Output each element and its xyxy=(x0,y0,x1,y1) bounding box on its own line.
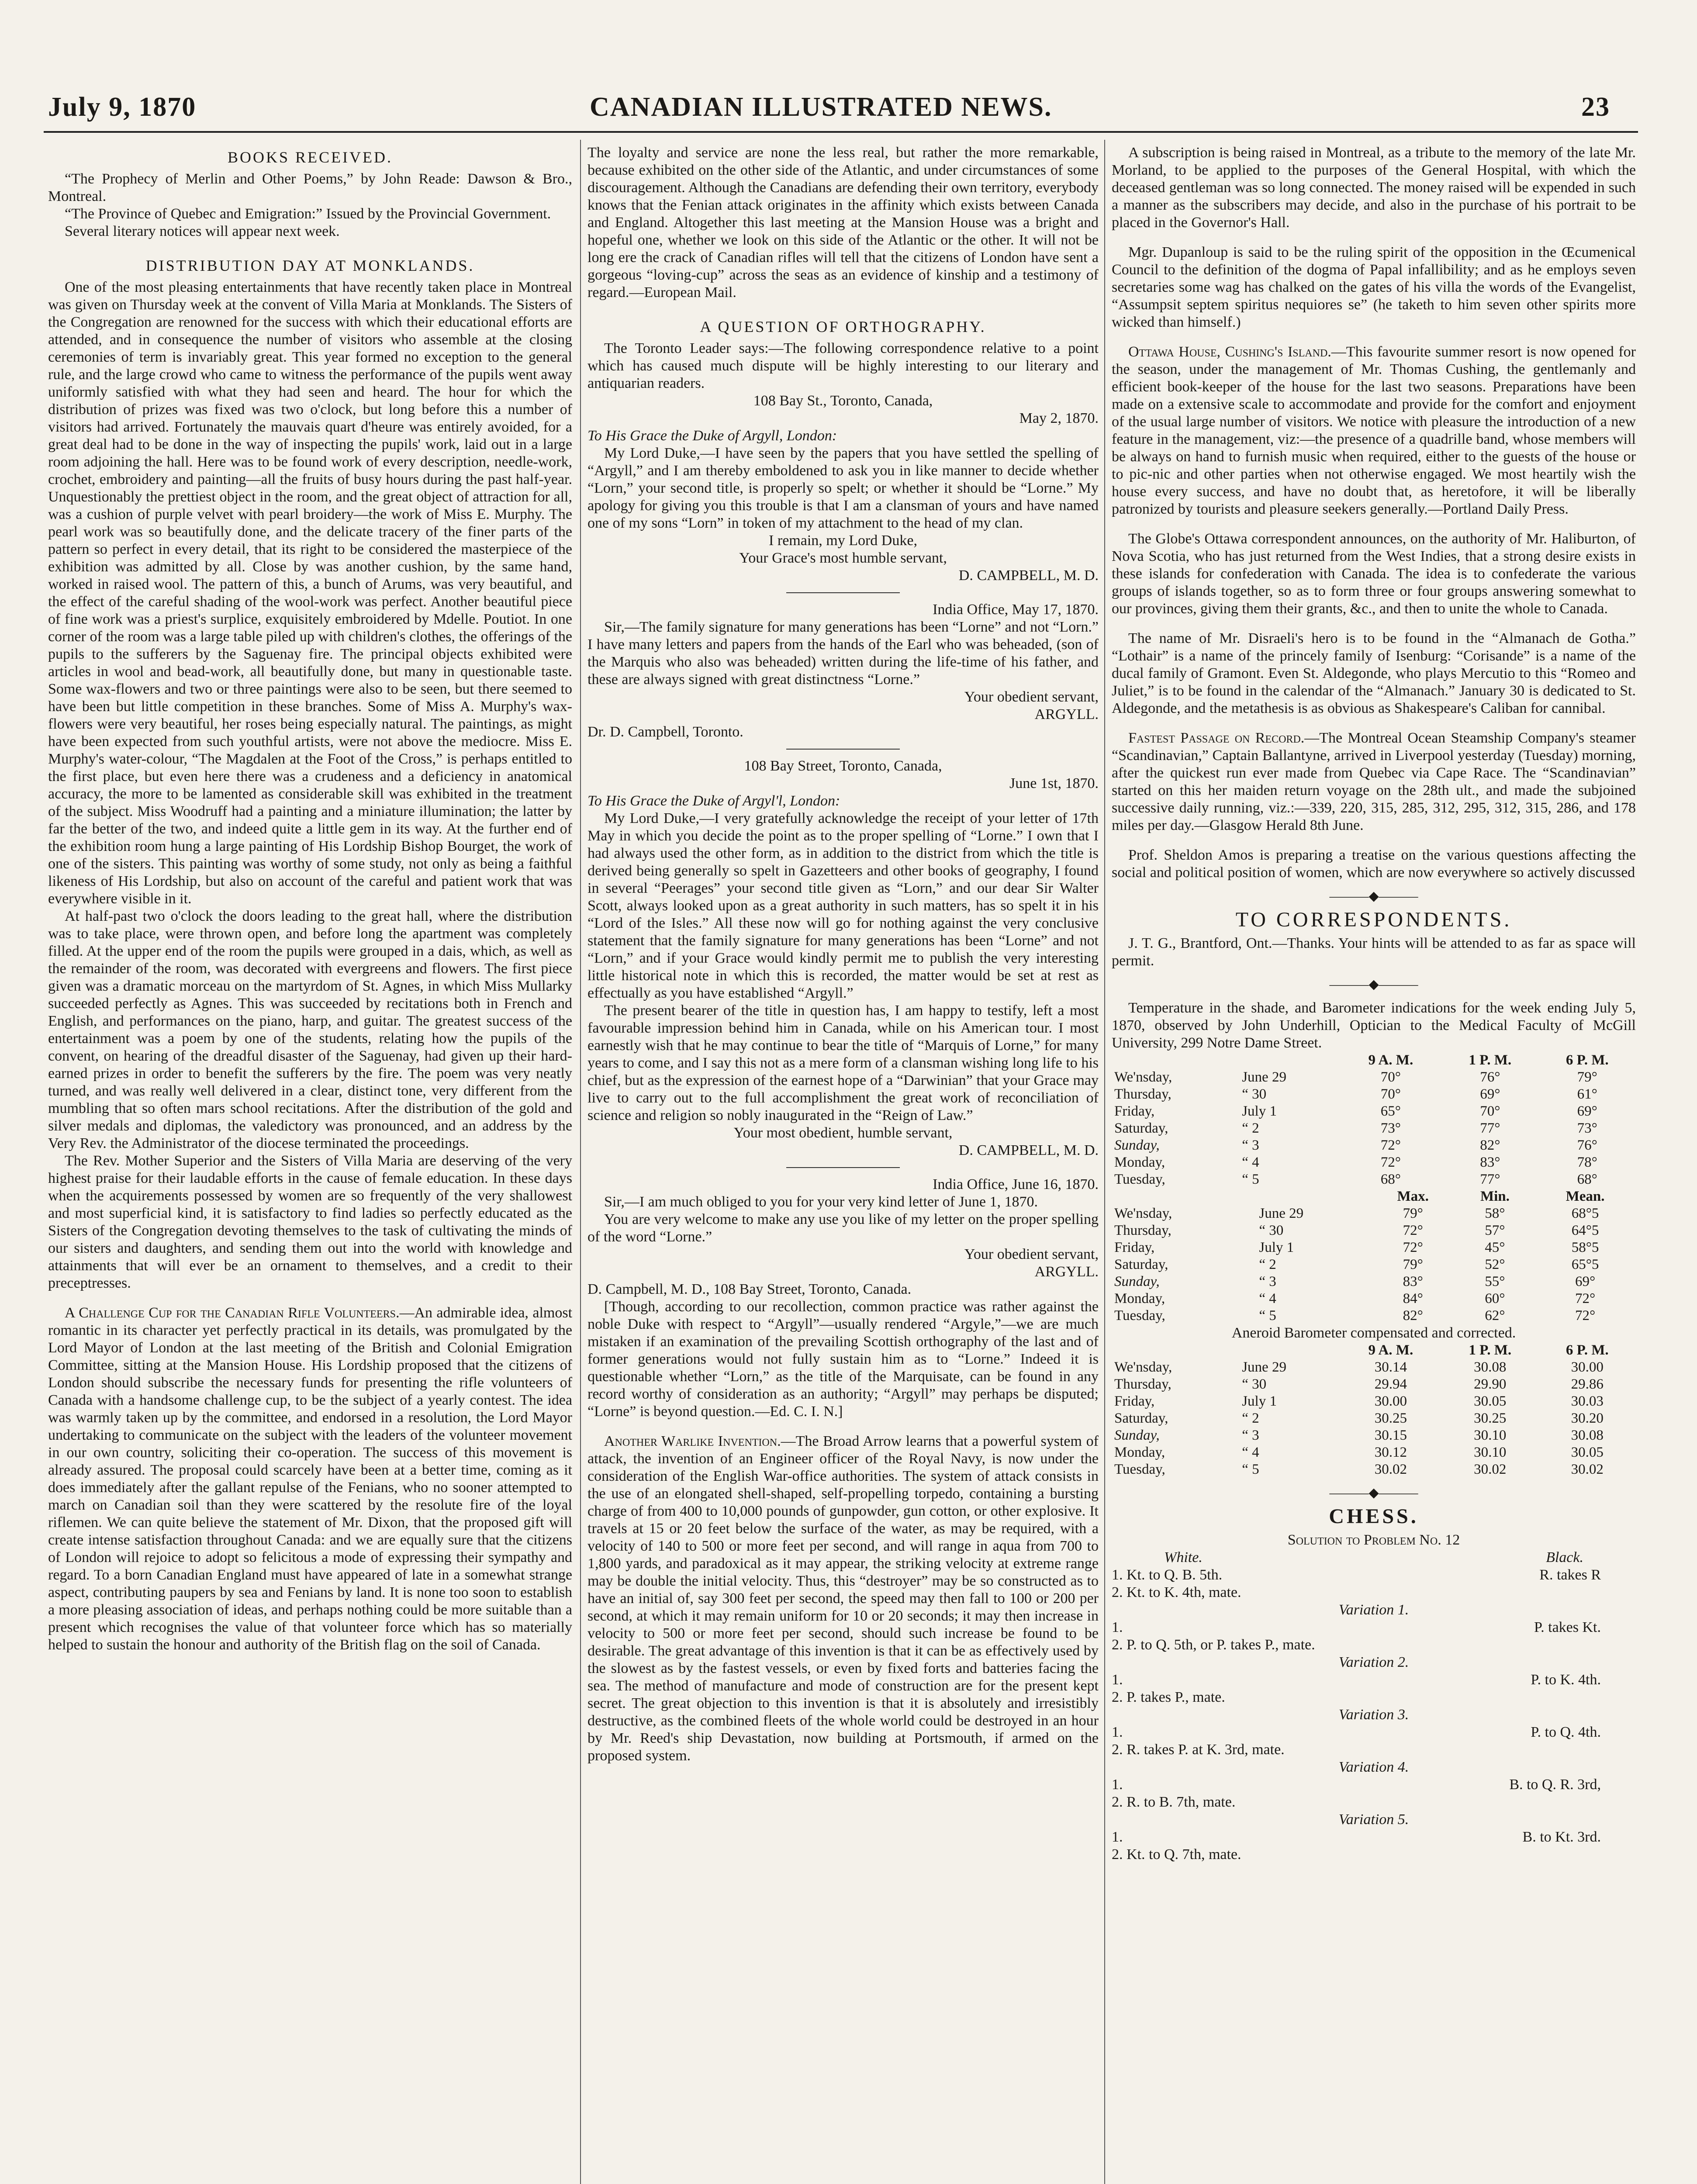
table-cell: 76° xyxy=(1480,1069,1500,1085)
barometer-table xyxy=(1112,1342,1636,1478)
black-move xyxy=(1601,1689,1636,1706)
white-move: 1. xyxy=(1112,1672,1123,1688)
black-move xyxy=(1601,1846,1636,1863)
table-row xyxy=(1112,1222,1636,1239)
ornament-divider: ———◆——— xyxy=(1329,889,1418,903)
letter-body: Sir,—The family signature for many generations has been “Lorne” and not “Lorn.” I have many letters and papers from the hands of the Earl who was beheaded, (son of the Marquis who also was beheaded) written during the life-time of his father, and these are always signed with great distinctness “Lorne.” xyxy=(588,619,1099,688)
table-cell: “ 2 xyxy=(1259,1257,1276,1272)
column-header: 6 P. M. xyxy=(1566,1052,1609,1068)
article-paragraph xyxy=(1112,343,1636,518)
table-cell: 70° xyxy=(1380,1086,1401,1102)
book-entry: “The Prophecy of Merlin and Other Poems,” by John Reade: Dawson & Bro., Montreal. xyxy=(48,171,572,204)
black-move: B. to Q. R. 3rd, xyxy=(1509,1776,1601,1793)
column-header xyxy=(1239,1342,1340,1359)
table-cell: 29.86 xyxy=(1571,1376,1604,1392)
letter-address: 108 Bay Street, Toronto, Canada, xyxy=(744,758,942,774)
column-header: Min. xyxy=(1480,1189,1510,1204)
table-cell: 65° xyxy=(1380,1103,1401,1119)
table-cell: 30.02 xyxy=(1374,1462,1407,1477)
column-header xyxy=(1112,1188,1256,1205)
article-paragraph xyxy=(1112,729,1636,834)
table-row xyxy=(1112,1154,1636,1171)
table-header-row xyxy=(1112,1342,1636,1359)
table-row xyxy=(1112,1393,1636,1410)
page-number: 23 xyxy=(1581,92,1610,122)
table-cell: Sunday, xyxy=(1114,1274,1160,1289)
chess-move-line xyxy=(1112,1619,1636,1636)
table-cell: Tuesday, xyxy=(1114,1308,1165,1324)
table-cell: 72° xyxy=(1575,1308,1596,1324)
chess-variation-label: Variation 3. xyxy=(1338,1707,1409,1723)
black-move: P. to Q. 4th. xyxy=(1531,1724,1601,1740)
table-cell: 58° xyxy=(1485,1206,1505,1221)
table-cell: Tuesday, xyxy=(1114,1171,1165,1187)
table-cell: 55° xyxy=(1485,1274,1505,1289)
black-move: P. to K. 4th. xyxy=(1531,1672,1601,1688)
letter-closing: Your Grace's most humble servant, xyxy=(739,550,947,566)
table-row xyxy=(1112,1290,1636,1307)
column-header: 1 P. M. xyxy=(1469,1052,1512,1068)
white-move: 2. R. takes P. at K. 3rd, mate. xyxy=(1112,1742,1285,1758)
table-row xyxy=(1112,1273,1636,1290)
table-cell: 68°5 xyxy=(1571,1206,1599,1221)
article-title: Another Warlike Invention. xyxy=(604,1433,781,1449)
table-cell: July 1 xyxy=(1242,1103,1277,1119)
letter-signature: ARGYLL. xyxy=(1034,706,1099,722)
chess-move-line xyxy=(1112,1584,1636,1601)
letter-body: My Lord Duke,—I have seen by the papers that you have settled the spelling of “Argyll,” and I am thereby emboldened to ask you in like manner to decide whether “Lorn,” your second title, is properly so spelt; or whether it should be “Lorne.” My apology for giving you this trouble is that I am a clansman of yours and have named one of my sons “Lorn” in token of my attachment to the head of my clan. xyxy=(588,445,1099,531)
table-cell: Sunday, xyxy=(1114,1427,1160,1443)
article-paragraph: The Toronto Leader says:—The following correspondence relative to a point which has caused much dispute will be highly interesting to our literary and antiquarian readers. xyxy=(588,340,1099,391)
column-header xyxy=(1256,1188,1370,1205)
table-cell: We'nsday, xyxy=(1114,1359,1172,1375)
table-cell: Friday, xyxy=(1114,1393,1155,1409)
table-cell: 29.94 xyxy=(1374,1376,1407,1392)
letter-date: June 1st, 1870. xyxy=(1009,775,1099,791)
table-cell: 30.03 xyxy=(1571,1393,1604,1409)
table-row xyxy=(1112,1461,1636,1478)
table-cell: Saturday, xyxy=(1114,1120,1168,1136)
table-cell: 76° xyxy=(1577,1137,1597,1153)
black-move: P. takes Kt. xyxy=(1534,1619,1601,1635)
table-cell: 30.02 xyxy=(1571,1462,1604,1477)
table-cell: Monday, xyxy=(1114,1444,1165,1460)
table-cell: Monday, xyxy=(1114,1291,1165,1306)
table-cell: Thursday, xyxy=(1114,1223,1172,1238)
table-cell: July 1 xyxy=(1259,1240,1294,1255)
chess-white-label: White. xyxy=(1164,1549,1203,1565)
chess-move-line xyxy=(1112,1724,1636,1741)
article-text: —The Montreal Ocean Steamship Company's steamer “Scandinavian,” Captain Ballantyne, arrived in Liverpool yesterday (Tuesday) morning, after the quickest run ever made from Quebec via Cape Race. The “Scandinavian” started on this her maiden return voyage on the 28th ult., and made the subjoined successive daily running, viz.:—339, 220, 315, 285, 312, 295, 312, 315, 286, and 178 miles per day.—Glasgow Herald 8th June. xyxy=(1112,730,1636,833)
letter-date: India Office, May 17, 1870. xyxy=(933,601,1099,618)
white-move: 1. xyxy=(1112,1619,1123,1635)
table-cell: Saturday, xyxy=(1114,1410,1168,1426)
letter-closing: I remain, my Lord Duke, xyxy=(769,532,917,549)
table-cell: “ 2 xyxy=(1242,1410,1259,1426)
article-paragraph: J. T. G., Brantford, Ont.—Thanks. Your hints will be attended to as far as space will permit. xyxy=(1112,935,1636,969)
article-paragraph: A subscription is being raised in Montreal, as a tribute to the memory of the late Mr. Morland, to be applied to the purposes of the General Hospital, with which the deceased gentleman was so long connected. The money raised will be expended in such a manner as the subscribers may decide, and also in the purchase of his portrait to be placed in the Governor's Hall. xyxy=(1112,145,1636,231)
black-move xyxy=(1601,1741,1636,1759)
table-cell: Tuesday, xyxy=(1114,1462,1165,1477)
chess-variation-label: Variation 1. xyxy=(1338,1602,1409,1618)
books-heading: BOOKS RECEIVED. xyxy=(227,149,393,166)
orthography-heading: A QUESTION OF ORTHOGRAPHY. xyxy=(700,318,986,335)
chess-move-line xyxy=(1112,1828,1636,1846)
table-cell: 72° xyxy=(1575,1291,1596,1306)
white-move: 1. xyxy=(1112,1829,1123,1845)
table-cell: 65°5 xyxy=(1571,1257,1599,1272)
white-move: 2. P. to Q. 5th, or P. takes P., mate. xyxy=(1112,1637,1315,1653)
table-cell: June 29 xyxy=(1242,1359,1286,1375)
table-cell: 30.00 xyxy=(1374,1393,1407,1409)
table-cell: Friday, xyxy=(1114,1103,1155,1119)
letter-body: Sir,—I am much obliged to you for your very kind letter of June 1, 1870. xyxy=(604,1194,1038,1210)
letter-closing: Your most obedient, humble servant, xyxy=(733,1125,953,1141)
table-cell: 72° xyxy=(1380,1137,1401,1153)
column-header xyxy=(1112,1052,1239,1069)
table-cell: 30.15 xyxy=(1374,1427,1407,1443)
table-cell: 82° xyxy=(1480,1137,1500,1153)
black-move xyxy=(1601,1794,1636,1811)
table-cell: 30.08 xyxy=(1571,1427,1604,1443)
letter-date: May 2, 1870. xyxy=(1019,410,1099,426)
letter-recipient: To His Grace the Duke of Argyll, London: xyxy=(588,428,837,444)
table-cell: Thursday, xyxy=(1114,1086,1172,1102)
table-cell: 72° xyxy=(1380,1154,1401,1170)
table-cell: 57° xyxy=(1485,1223,1505,1238)
table-cell: 78° xyxy=(1577,1154,1597,1170)
column-divider xyxy=(580,140,581,2184)
table-cell: “ 30 xyxy=(1259,1223,1284,1238)
article-paragraph: The loyalty and service are none the less real, but rather the more remarkable, because exhibited on the other side of the Atlantic, and under circumstances of some discouragement. Although the Canadians are defending their own territory, everybody knows that the Fenian attack originates in the affinity which exists between Canada and England. Altogether this last meeting at the Mansion House was a bright and hopeful one, whether we look on this side of the Atlantic or the other. It will not be long ere the crack of Canadian rifles will tell that the citizens of London have sent a gorgeous “loving-cup” across the seas as an evidence of kinship and a testimony of regard.—European Mail. xyxy=(588,145,1099,301)
chess-move-line xyxy=(1112,1794,1636,1811)
table-cell: We'nsday, xyxy=(1114,1069,1172,1085)
white-move: 2. Kt. to Q. 7th, mate. xyxy=(1112,1846,1241,1863)
column-header: Mean. xyxy=(1566,1189,1605,1204)
column-header xyxy=(1239,1052,1340,1069)
table-cell: 84° xyxy=(1403,1291,1423,1306)
table-cell: 79° xyxy=(1403,1206,1423,1221)
letter-address: 108 Bay St., Toronto, Canada, xyxy=(753,393,933,409)
table-cell: “ 30 xyxy=(1242,1376,1267,1392)
article-text: —This favourite summer resort is now opened for the season, under the management of Mr. Thomas Cushing, the gentlemanly and efficient book-keeper of the house for the last two seasons. Preparations have been made on a extensive scale to accommodate and provide for the comfort and enjoyment of the usual large number of visitors. We notice with pleasure the introduction of a new feature in the management, viz:—the presence of a quadrille band, whose members will be always on hand to furnish music when required, either to the guests of the house or to pic-nic and other parties when not otherwise engaged. We most heartily wish the house every success, and have no doubt that, as heretofore, it will be liberally patronized by tourists and pleasure seekers generally.—Portland Daily Press. xyxy=(1112,344,1636,517)
table-cell: 52° xyxy=(1485,1257,1505,1272)
table-cell: 69° xyxy=(1575,1274,1596,1289)
table-cell: 64°5 xyxy=(1571,1223,1599,1238)
table-row xyxy=(1112,1444,1636,1461)
table-cell: 30.02 xyxy=(1474,1462,1507,1477)
table-row xyxy=(1112,1086,1636,1103)
table-cell: 30.25 xyxy=(1474,1410,1507,1426)
table-cell: “ 30 xyxy=(1242,1086,1267,1102)
table-row xyxy=(1112,1427,1636,1444)
table-cell: 58°5 xyxy=(1571,1240,1599,1255)
chess-move-line xyxy=(1112,1689,1636,1706)
chess-black-label: Black. xyxy=(1546,1549,1583,1565)
table-cell: “ 2 xyxy=(1242,1120,1259,1136)
chess-move-line xyxy=(1112,1566,1636,1584)
column-3 xyxy=(1112,144,1636,2184)
table-cell: 30.14 xyxy=(1374,1359,1407,1375)
letter-recipient: To His Grace the Duke of Argyl'l, London: xyxy=(588,793,840,809)
table-cell: 30.08 xyxy=(1474,1359,1507,1375)
table-header-row xyxy=(1112,1188,1636,1205)
table-row xyxy=(1112,1410,1636,1427)
table-cell: “ 4 xyxy=(1242,1154,1259,1170)
table-cell: 30.05 xyxy=(1474,1393,1507,1409)
table-cell: “ 5 xyxy=(1259,1308,1276,1324)
table-cell: Sunday, xyxy=(1114,1137,1160,1153)
ornament-divider: ———◆——— xyxy=(1329,977,1418,992)
table-cell: “ 3 xyxy=(1242,1137,1259,1153)
issue-date: July 9, 1870 xyxy=(48,92,197,122)
article-text: —The Broad Arrow learns that a powerful system of attack, the invention of an Engineer officer of the Royal Navy, is now under the consideration of the English War-office authorities. The system of attack consists in the use of an elongated shell-shaped, self-propelling torpedo, containing a bursting charge of from 400 to 10,000 pounds of gunpowder, gun cotton, or other explosive. It travels at 15 or 20 feet below the surface of the water, as may be required, with a velocity of 140 to 500 or more feet per second, and will range in aqua from 700 to 1,800 yards, and paradoxical as it may appear, the striking velocity at extreme range may be double the initial velocity. Thus, this “destroyer” may be so constructed as to have an initial of, say 300 feet per second, the speed may then fall to 100 or 200 per second, at which it may remain uniform for 10 or 20 seconds; it may then increase in velocity to 500 or more feet per second, should such increase be found to be desirable. The great advantage of this invention is that it can be as effectively used by the slowest as by the fastest vessels, or even by fixed forts and batteries facing the sea. The method of manufacture and mode of construction are for the present kept secret. The great objection to this invention is that it is absolutely and irresistibly destructive, as the combined fleets of the whole world could be destroyed in an hour by Mr. Reed's ship Devastation, now building at Portsmouth, if armed on the proposed system. xyxy=(588,1433,1099,1764)
table-cell: 30.05 xyxy=(1571,1444,1604,1460)
column-header: 1 P. M. xyxy=(1469,1342,1512,1358)
table-cell: 69° xyxy=(1480,1086,1500,1102)
letter-body: You are very welcome to make any use you like of my letter on the proper spelling of the word “Lorne.” xyxy=(588,1211,1099,1245)
column-header: Max. xyxy=(1397,1189,1429,1204)
table-cell: 60° xyxy=(1485,1291,1505,1306)
article-title: A Challenge Cup for the Canadian Rifle Volunteers. xyxy=(65,1305,400,1321)
table-cell: 72° xyxy=(1403,1223,1423,1238)
table-cell: 72° xyxy=(1403,1240,1423,1255)
table-row xyxy=(1112,1171,1636,1188)
table-cell: 69° xyxy=(1577,1103,1597,1119)
chess-variation-label: Variation 5. xyxy=(1338,1811,1409,1828)
table-cell: 62° xyxy=(1485,1308,1505,1324)
black-move: R. takes R xyxy=(1539,1567,1601,1583)
white-move: 1. Kt. to Q. B. 5th. xyxy=(1112,1567,1223,1583)
letter-recipient: Dr. D. Campbell, Toronto. xyxy=(588,724,743,740)
column-1 xyxy=(48,144,572,2184)
letter-date: India Office, June 16, 1870. xyxy=(933,1176,1099,1192)
white-move: 2. Kt. to K. 4th, mate. xyxy=(1112,1584,1241,1600)
table-row xyxy=(1112,1137,1636,1154)
chess-variation-label: Variation 2. xyxy=(1338,1654,1409,1670)
table-cell: 30.10 xyxy=(1474,1444,1507,1460)
table-cell: 77° xyxy=(1480,1171,1500,1187)
article-text: —An admirable idea, almost romantic in its character yet perfectly practical in its details, was promulgated by the Lord Mayor of London at the last meeting of the British and Colonial Emigration Committee, sitting at the Mansion House. His Lordship proposed that the citizens of London should subscribe the necessary funds for presenting the rifle volunteers of Canada with a handsome challenge cup, to be the subject of a yearly contest. The idea was warmly taken up by the committee, and endorsed in a resolution, the Lord Mayor undertaking to communicate on the subject with the leaders of the volunteer movement in our own country, soliciting their co-operation. The success of this movement is already assured. The proposal could scarcely have been at a better time, coming as it does immediately after the gallant repulse of the Fenians, who no sooner attempted to march on Canadian soil than they were scattered by the resolute fire of the loyal riflemen. We can quite believe the statement of Mr. Dixon, that the proposed gift will create intense satisfaction throughout Canada: and we are equally sure that the citizens of London will rejoice to adopt so felicitous a mode of expressing their sympathy and regard. To a born Canadian England must have appeared of late in a somewhat strange aspect, contributing paupers by sea and Fenians by land. It is none too soon to establish a more pleasing association of ideas, and perhaps nothing could be more suitable than a present which recognises the value of that volunteer force which has so materially helped to sustain the honour and authority of the British flag on the soil of Canada. xyxy=(48,1305,572,1653)
table-cell: 30.00 xyxy=(1571,1359,1604,1375)
table-row xyxy=(1112,1376,1636,1393)
table-cell: 70° xyxy=(1380,1069,1401,1085)
table-cell: “ 4 xyxy=(1242,1444,1259,1460)
table-cell: 82° xyxy=(1403,1308,1423,1324)
chess-move-line xyxy=(1112,1636,1636,1654)
header-rule xyxy=(44,131,1638,133)
article-paragraph xyxy=(588,1433,1099,1765)
table-cell: 30.20 xyxy=(1571,1410,1604,1426)
chess-variation-label: Variation 4. xyxy=(1338,1759,1409,1775)
table-row xyxy=(1112,1120,1636,1137)
table-cell: 29.90 xyxy=(1474,1376,1507,1392)
ornament-divider: ———◆——— xyxy=(1329,1486,1418,1500)
table-row xyxy=(1112,1205,1636,1222)
letter-signature: ARGYLL. xyxy=(1034,1264,1099,1280)
table-cell: “ 4 xyxy=(1259,1291,1276,1306)
table-row xyxy=(1112,1307,1636,1324)
table-cell: 79° xyxy=(1577,1069,1597,1085)
table-cell: 68° xyxy=(1380,1171,1401,1187)
masthead-title: CANADIAN ILLUSTRATED NEWS. xyxy=(590,92,1052,122)
temperature-table xyxy=(1112,1052,1636,1188)
white-move: 1. xyxy=(1112,1724,1123,1740)
table-cell: “ 3 xyxy=(1259,1274,1276,1289)
table-row xyxy=(1112,1239,1636,1256)
table-cell: 73° xyxy=(1380,1120,1401,1136)
book-entry: “The Province of Quebec and Emigration:” Issued by the Provincial Government. xyxy=(65,206,551,222)
table-cell: 83° xyxy=(1480,1154,1500,1170)
table-cell: Monday, xyxy=(1114,1154,1165,1170)
article-paragraph: The name of Mr. Disraeli's hero is to be found in the “Almanach de Gotha.” “Lothair” is a name of the princely family of Isenburg: “Corisande” is a name of the ducal family of Gramont. Even St. Aldegonde, who plays Mercutio to this “Romeo and Juliet,” is to be found in the calendar of the “Almanach.” January 30 is dedicated to St. Aldegonde, and the metathesis is as obvious as Shakespeare's Caliban for cannibal. xyxy=(1112,630,1636,716)
column-header: 9 A. M. xyxy=(1368,1052,1414,1068)
table-cell: Thursday, xyxy=(1114,1376,1172,1392)
table-cell: 30.12 xyxy=(1374,1444,1407,1460)
chess-move-line xyxy=(1112,1741,1636,1759)
article-paragraph: One of the most pleasing entertainments that have recently taken place in Montreal was given on Thursday week at the convent of Villa Maria at Monklands. The Sisters of the Congregation are renowned for the success with which their educational efforts are attended, and in consequence the number of visitors who assemble at the closing ceremonies of term is invariably great. This year formed no exception to the general rule, and the large crowd who came to witness the performance of the pupils went away uniformly satisfied with what they had seen and heard. The hour for which the distribution of prizes was fixed was two o'clock, but long before this a number of visitors had arrived. Fortunately the mauvais quart d'heure was entirely avoided, for a great deal had to be done in the way of inspecting the pupils' work, laid out in a large room adjoining the hall. Here was to be found work of every description, needle-work, crochet, embroidery and painting—all the fruits of busy hours during the past half-year. Unquestionably the prettiest object in the room, and the great object of attraction for all, was a cushion of purple velvet with pearl broidery—the work of Miss E. Murphy. The pearl work was so beautifully done, and the delicate tracery of the finer parts of the pattern so perfect in every detail, that its right to be considered the masterpiece of the exhibition was admitted by all. Close by was another cushion, by the same hand, worked in raised wool. The pattern of this, a bunch of Arums, was very beautiful, and the effect of the careful shading of the wool-work was perfect. Another beautiful piece of fine work was a priest's surplice, exquisitely embroidered by Mdelle. Poutiot. In one corner of the room was a large table piled up with children's clothes, the offerings of the pupils to the sufferers by the Saguenay fire. The principal objects exhibited were articles in wool and bead-work, all beautifully done, but many in questionable taste. Some wax-flowers and two or three paintings were also to be seen, but there seemed to have been but little competition in these branches. Some of Miss A. Murphy's wax-flowers were very beautiful, her roses being especially natural. The paintings, as might have been expected from such youthful artists, were not above the mediocre. Miss E. Murphy's water-colour, “The Magdalen at the Foot of the Cross,” is perhaps entitled to the first place, but even here there was a crudeness and a deficiency in anatomical accuracy, the more to be lamented as considerable skill was exhibited in the treatment of the subject. Miss Woodruff had a painting and a miniature illumination; the latter by far the better of the two, and indeed quite a little gem in its way. At the further end of the exhibition room hung a large painting of His Lordship Bishop Bourget, the work of one of the sisters. This painting was worthy of some study, not only as being a faithful likeness of His Lordship, but also on account of the careful and patient work that was everywhere visible in it. xyxy=(48,279,572,907)
table-cell: June 29 xyxy=(1259,1206,1304,1221)
column-header: 6 P. M. xyxy=(1566,1342,1609,1358)
correspondents-heading: TO CORRESPONDENTS. xyxy=(1235,908,1512,931)
white-move: 1. xyxy=(1112,1776,1123,1793)
white-move: 2. R. to B. 7th, mate. xyxy=(1112,1794,1236,1810)
table-cell: 79° xyxy=(1403,1257,1423,1272)
table-cell: 73° xyxy=(1577,1120,1597,1136)
column-header xyxy=(1112,1342,1239,1359)
article-paragraph: The Rev. Mother Superior and the Sisters of Villa Maria are deserving of the very highest praise for their laudable efforts in the cause of female education. In these days when the acquirements possessed by women are so frequently of the very shallowest and most superficial kind, it is satisfactory to find ladies so perfectly educated as the Sisters of the Congregation devoting themselves to the task of cultivating the minds of our sisters and daughters, and sending them out into the world with knowledge and attainments that will ever be an ornament to themselves, and a credit to their preceptresses. xyxy=(48,1153,572,1291)
article-paragraph: The Globe's Ottawa correspondent announces, on the authority of Mr. Haliburton, of Nova Scotia, who has just returned from the West Indies, that a strong desire exists in these islands for confederation with Canada. The idea is to confederate the various groups of islands together, so as to form three or four groups answering somewhat to our provinces, giving them their grants, &c., and then to unite the whole to Canada. xyxy=(1112,531,1636,617)
table-cell: Saturday, xyxy=(1114,1257,1168,1272)
column-2 xyxy=(588,144,1099,2184)
chess-move-line xyxy=(1112,1846,1636,1863)
chess-columns-header xyxy=(1112,1549,1636,1566)
column-divider xyxy=(1104,140,1105,2184)
column-header: 9 A. M. xyxy=(1368,1342,1414,1358)
article-paragraph xyxy=(48,1304,572,1654)
table-header-row xyxy=(1112,1052,1636,1069)
article-paragraph: Mgr. Dupanloup is said to be the ruling spirit of the opposition in the Œcumenical Council to the definition of the dogma of Papal infallibility; and as he employs seven secretaries some wag has chalked on the gates of his villa the words of the Evangelist, “Assumpsit septem spiritus nequiores se” (he taketh to him seven other spirits more wicked than himself.) xyxy=(1112,244,1636,330)
distribution-heading: DISTRIBUTION DAY AT MONKLANDS. xyxy=(145,257,475,274)
book-note: Several literary notices will appear next week. xyxy=(65,223,340,239)
table-cell: Friday, xyxy=(1114,1240,1155,1255)
letter-closing: Your obedient servant, xyxy=(964,689,1099,705)
letter-body: My Lord Duke,—I very gratefully acknowledge the receipt of your letter of 17th May in which you decide the point as to the proper spelling of “Lorne.” I own that I had always used the other form, as in addition to the district from which the title is derived being generally so spelt in Gazetteers and other books of geography, I found in several “Peerages” your second title given as “Lorn,” and our dear Sir Walter Scott, always looked upon as a great authority in such matters, has so spelt it in his “Lord of the Isles.” All these now will go for nothing against the very conclusive statement that the family signature for many generations has been “Lorne” and not “Lorn,” and if your Grace would kindly permit me to publish the very interesting little historical note in which this is recorded, the matter would be set at rest as effectually as you have established “Argyll.” xyxy=(588,810,1099,1001)
weather-intro: Temperature in the shade, and Barometer indications for the week ending July 5, 1870, observed by John Underhill, Optician to the Medical Faculty of McGill University, 299 Notre Dame Street. xyxy=(1112,1000,1636,1051)
barometer-heading: Aneroid Barometer compensated and corrected. xyxy=(1231,1325,1516,1341)
table-cell: 45° xyxy=(1485,1240,1505,1255)
article-title: Ottawa House, Cushing's Island. xyxy=(1128,344,1331,360)
table-row xyxy=(1112,1359,1636,1376)
chess-subheading: Solution to Problem No. 12 xyxy=(1287,1532,1460,1548)
letter-signature: D. CAMPBELL, M. D. xyxy=(958,567,1099,584)
table-cell: “ 3 xyxy=(1242,1427,1259,1443)
table-row xyxy=(1112,1256,1636,1273)
chess-solution xyxy=(1112,1566,1636,1863)
chess-move-line xyxy=(1112,1776,1636,1794)
table-cell: 68° xyxy=(1577,1171,1597,1187)
chess-move-line xyxy=(1112,1671,1636,1689)
table-cell: 77° xyxy=(1480,1120,1500,1136)
table-cell: July 1 xyxy=(1242,1393,1277,1409)
table-cell: June 29 xyxy=(1242,1069,1286,1085)
letter-closing: Your obedient servant, xyxy=(964,1246,1099,1262)
table-cell: 61° xyxy=(1577,1086,1597,1102)
table-cell: 70° xyxy=(1480,1103,1500,1119)
letter-body: The present bearer of the title in question has, I am happy to testify, left a most favourable impression behind him in Canada, while on his American tour. I most earnestly wish that he may continue to bear the title of “Marquis of Lorne,” for many years to come, and I say this not as a mere form of a clansman wishing long life to his chief, but as the expression of the earnest hope of a “Darwinian” that your Grace may live to carry out to the full accomplishment the great work of reconciliation of science and religion so nobly inaugurated in the “Reign of Law.” xyxy=(588,1002,1099,1123)
table-row xyxy=(1112,1069,1636,1086)
table-row xyxy=(1112,1103,1636,1120)
table-cell: “ 5 xyxy=(1242,1171,1259,1187)
table-cell: 83° xyxy=(1403,1274,1423,1289)
black-move: B. to Kt. 3rd. xyxy=(1522,1829,1601,1845)
article-title: Fastest Passage on Record. xyxy=(1128,730,1305,746)
article-paragraph: Prof. Sheldon Amos is preparing a treatise on the various questions affecting the social and political position of women, which are now everywhere so actively discussed xyxy=(1112,847,1636,881)
table-cell: 30.10 xyxy=(1474,1427,1507,1443)
chess-heading: CHESS. xyxy=(1329,1505,1419,1528)
editor-note: [Though, according to our recollection, common practice was rather against the noble Duke with respect to “Argyll”—usually rendered “Argyle,”—we are much mistaken if an examination of the prevailing Scottish orthography of the last and of former generations would not fully sustain him as to “Lorne.” Indeed it is questionable whether “Lorn,” as the title of the Marquisate, can be found in any record worthy of consideration as an authority; “Argyll” may perhaps be disputed; “Lorne” is beyond question.—Ed. C. I. N.] xyxy=(588,1299,1099,1420)
black-move xyxy=(1601,1636,1636,1654)
table-cell: We'nsday, xyxy=(1114,1206,1172,1221)
white-move: 2. P. takes P., mate. xyxy=(1112,1689,1225,1705)
letter-recipient: D. Campbell, M. D., 108 Bay Street, Toronto, Canada. xyxy=(588,1281,912,1297)
table-cell: 30.25 xyxy=(1374,1410,1407,1426)
table-cell: “ 5 xyxy=(1242,1462,1259,1477)
black-move xyxy=(1601,1584,1636,1601)
temperature-extremes-table xyxy=(1112,1188,1636,1324)
article-paragraph: At half-past two o'clock the doors leading to the great hall, where the distribution was to take place, were thrown open, and before long the apartment was completely filled. At the upper end of the room the pupils were grouped in a dais, which, as well as the remainder of the room, was decorated with evergreens and flowers. The first piece given was a dramatic morceau on the martyrdom of St. Agnes, in which Miss Mullarky succeeded perfectly as Agnes. This was succeeded by recitations both in French and English, and performances on the piano, harp, and guitar. The greatest success of the entertainment was a poem by one of the students, relating how the pupils of the convent, on hearing of the dreadful disaster of the Saguenay, had given up their hard-earned prizes in order to benefit the sufferers by the fire. The poem was very neatly turned, and was really well delivered in a clear, distinct tone, very different from the mumbling that so often mars school recitations. After the distribution of the gold and silver medals and diplomas, the valedictory was pronounced, and an address by the Very Rev. the Administrator of the diocese terminated the proceedings. xyxy=(48,908,572,1151)
letter-signature: D. CAMPBELL, M. D. xyxy=(958,1142,1099,1158)
